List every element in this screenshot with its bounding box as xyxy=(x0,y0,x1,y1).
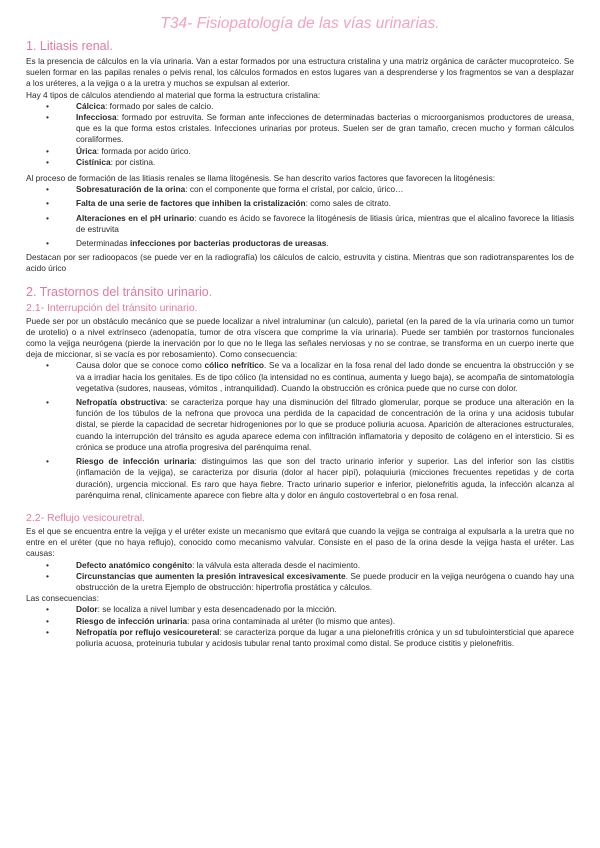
paragraph: Destacan por ser radioopacos (se puede ver en la radiografía) los cálculos de calcio, estruvita y cistina. Mientras que son radiotransparentes los de acido úrico xyxy=(26,252,574,274)
consequences-list xyxy=(26,360,574,500)
list-item: • Úrica: formada por acido úrico. xyxy=(62,146,574,157)
section-heading-transito: 2. Trastornos del tránsito urinario. xyxy=(26,284,213,299)
list-item: • Cistínica: por cistina. xyxy=(62,157,574,168)
list-item: • Falta de una serie de factores que inhiben la cristalización: como sales de citrato. xyxy=(62,198,574,209)
paragraph: Es el que se encuentra entre la vejiga y el uréter existe un mecanismo que evitará que cuando la vejiga se contraiga al expulsarla a la uretra que no entre en el uréter (que no haya reflujo), conocido como mecanismo valvular. Consiste en el paso de la orina desde la vejiga hasta el uréter. Las causas: xyxy=(26,525,574,559)
list-item: • Sobresaturación de la orina: con el componente que forma el cristal, por calcio, úrico… xyxy=(62,184,574,195)
list-item: • Determinadas infecciones por bacterias productoras de ureasas. xyxy=(62,238,574,249)
paragraph: Hay 4 tipos de cálculos atendiendo al material que forma la estructura cristalina: xyxy=(26,89,321,100)
subsection-heading-interrupcion: 2.1- Interrupción del tránsito urinario. xyxy=(26,301,198,314)
document-title: T34- Fisiopatología de las vías urinarias. xyxy=(160,15,440,32)
litogenesis-factors-list xyxy=(26,184,574,249)
stone-types-list xyxy=(26,101,574,168)
paragraph: Es la presencia de cálculos en la vía urinaria. Van a estar formados por una estructura cristalina y una matriz orgánica de carácter mucoproteico. Se suelen formar en las papilas renales o pelvis renal, los cálculos formados en estos lugares van a desprenderse y los fragmentos se van a desplazar a los uréteres, a la vejiga o a la uretra y muchos se expulsan al exterior. xyxy=(26,56,574,89)
list-item: • Riesgo de infección urinaria: distinguimos las que son del tracto urinario inferior y superior. Las del inferior son las cistitis (inflamación de la vejiga), se caracteriza por disuria (dolor al hacer pipí), polaquiuria (micciones frecuentes repetidas y de corta duración), urgencia miccional. Es raro que haya fiebre. Tracto urinario superior e inferior, pielonefritis aguda, la infección alcanza al parénquima renal, clínicamente aparece con fiebre alta y dolor en ángulo costovertebral o en fosa renal. xyxy=(62,456,574,501)
list-item: • Causa dolor que se conoce como cólico nefrítico. Se va a localizar en la fosa renal del lado donde se encuentra la obstrucción y se va a irradiar hacia los genitales. Es de tipo cólico (la intensidad no es continua, aumenta y luego baja), se acompaña de sintomatología vegetativa (sudores, nauseas, vómitos , intranquilidad). Cuando la obstrucción es crónica puede que no curse con dolor. xyxy=(62,360,574,394)
reflux-consequences-list xyxy=(26,604,574,649)
paragraph: Al proceso de formación de las litiasis renales se llama litogénesis. Se han descrito varios factores que favorecen la litogénesis: xyxy=(26,173,496,184)
list-item: • Infecciosa: formado por estruvita. Se forman ante infecciones de determinadas bacterias o microorganismos productores de ureasa, que es la que forma estos cristales. Infecciones urinarias por proteus. Suelen ser de gran tamaño, crecen mucho y forman cálculos coraliformes. xyxy=(62,112,574,146)
paragraph: Puede ser por un obstáculo mecánico que se puede localizar a nivel intraluminar (un calculo), parietal (en la pared de la vía urinaria como un tumor de urotelio) o a nivel extrínseco (adenopatía, tumor de otra víscera que comprime la vía urinaria). Puede ser también por trastornos funcionales como la vejiga neurógena (pierde la inervación por lo que no le llega las señales nerviosas y no se contrae, se transforma en un cuerpo inerte que deja de miccionar, si se vacía es por rebosamiento). Como consecuencia: xyxy=(26,315,574,360)
list-item: • Dolor: se localiza a nivel lumbar y esta desencadenado por la micción. xyxy=(62,604,574,615)
section-heading-litiasis: 1. Litiasis renal. xyxy=(26,39,113,53)
subsection-heading-reflujo: 2.2- Reflujo vesicouretral. xyxy=(26,511,146,524)
list-item: • Cálcica: formado por sales de calcio. xyxy=(62,101,574,112)
list-item: • Riesgo de infección urinaria: pasa orina contaminada al uréter (lo mismo que antes). xyxy=(62,616,574,627)
list-item: • Nefropatía por reflujo vesicoureteral: se caracteriza porque da lugar a una pielonefritis crónica y un sd tubulointersticial que aparece poliuria acuosa, proteinuria tubular y acidosis tubular renal tanto proximal como distal. Se produce cistitis y pielonefritis. xyxy=(62,627,574,649)
list-item: • Alteraciones en el pH urinario: cuando es ácido se favorece la litogénesis de litiasis úrica, mientras que el alcalino favorece la litiasis de estruvita xyxy=(62,213,574,235)
causes-list xyxy=(26,560,574,594)
list-item: • Circunstancias que aumenten la presión intravesical excesivamente. Se puede producir en la vejiga neurógena o cuando hay una obstrucción de la uretra Ejemplo de obstrucción: hipertrofia prostática y cálculos. xyxy=(62,571,574,593)
list-item: • Defecto anatómico congénito: la válvula esta alterada desde el nacimiento. xyxy=(62,560,574,571)
list-item: • Nefropatía obstructiva: se caracteriza porque hay una disminución del filtrado glomerular, porque se produce una alteración en la función de los túbulos de la nefrona que provoca una perdida de la capacidad de concentración de la orina y una acidosis tubular distal, se pierde la capacidad de secretar hidrogeniones por lo que se produce poliuria acuosa. Aparición de alteraciones estructurales, cuando la interrupción del tránsito es aguda aparece edema con infiltración inflamatoria y deposito de colágeno en el intersticio. Si es crónica se produce una atrofia progresiva del parénquima renal. xyxy=(62,397,574,453)
paragraph: Las consecuencias: xyxy=(26,593,99,604)
